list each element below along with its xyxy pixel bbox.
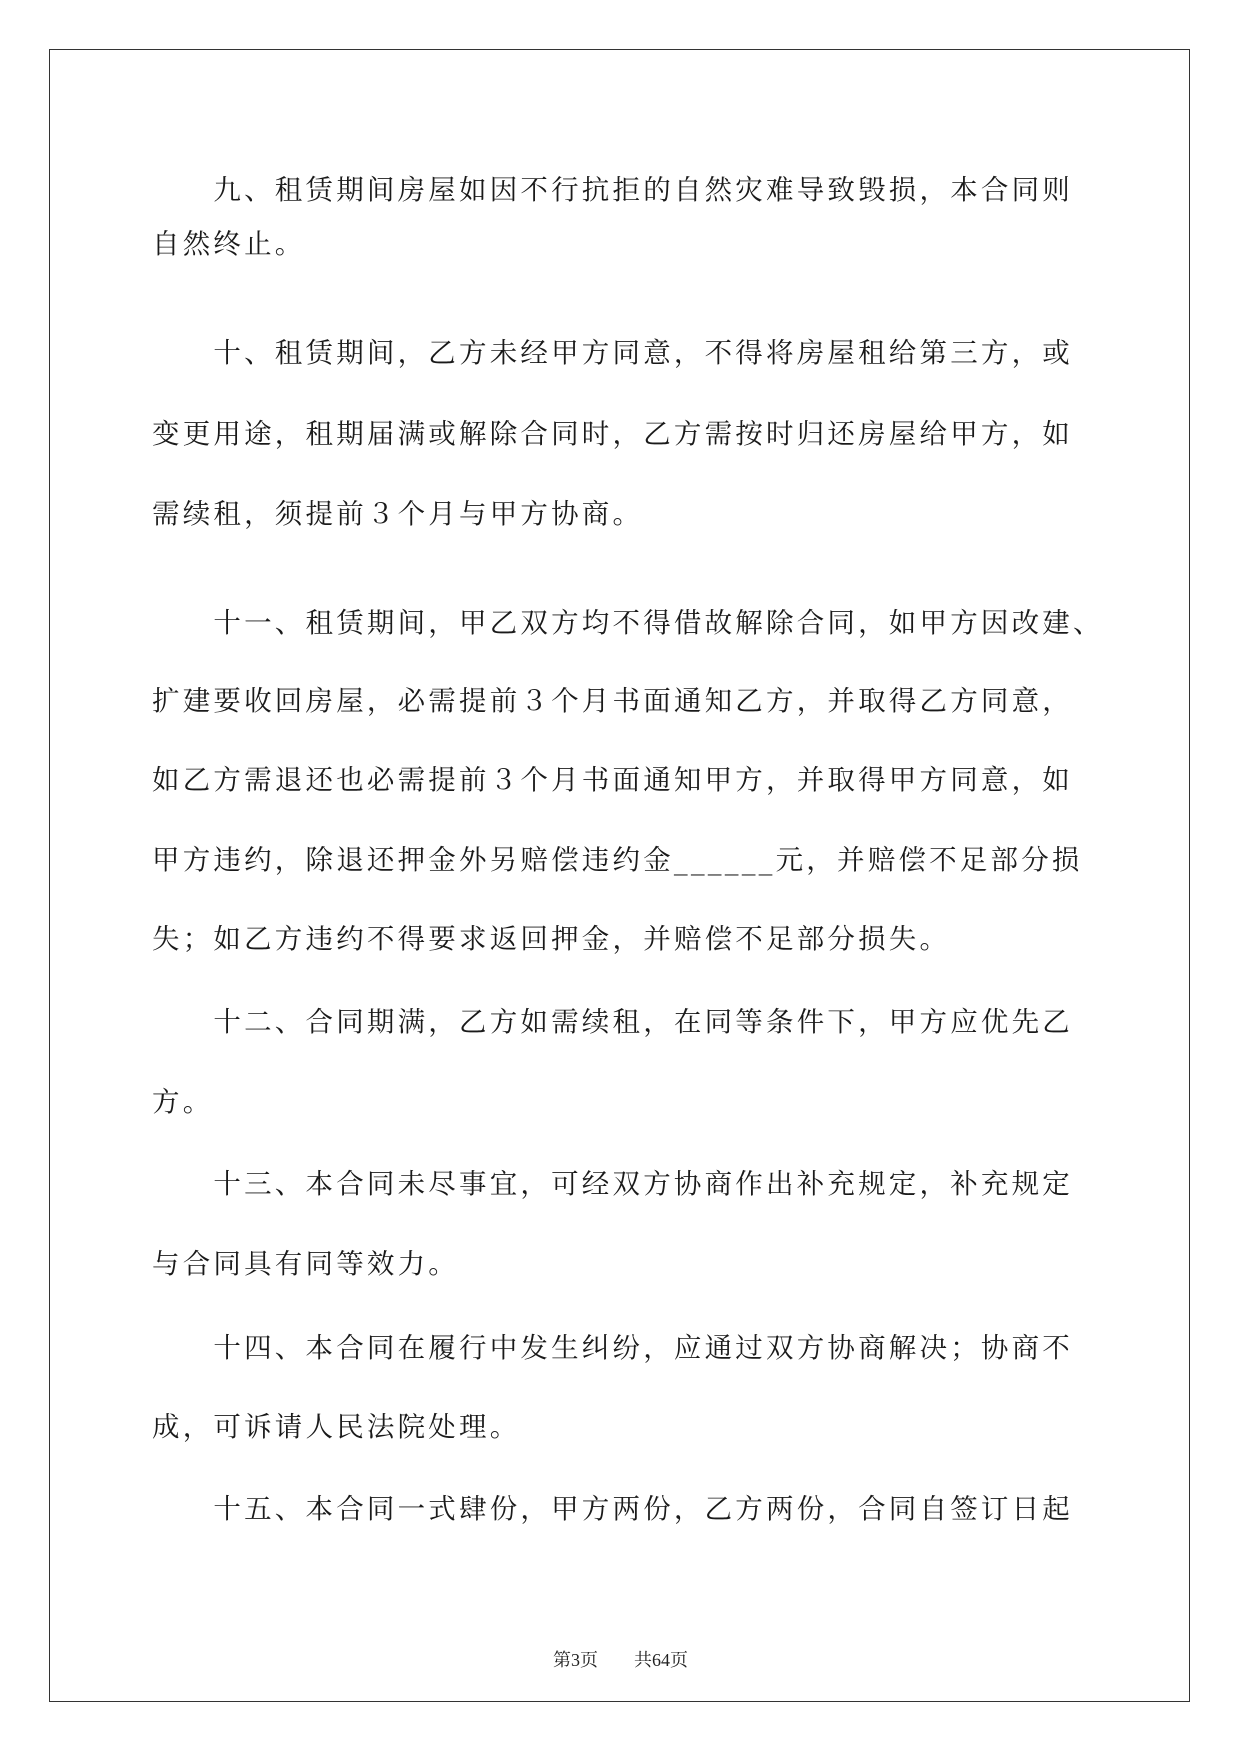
text-line: 十一、租赁期间，甲乙双方均不得借故解除合同，如甲方因改建、 xyxy=(152,607,1104,639)
page-prefix: 第 xyxy=(553,1650,571,1670)
total-prefix: 共 xyxy=(634,1650,652,1670)
text-line: 与合同具有同等效力。 xyxy=(152,1248,459,1280)
text-line: 九、租赁期间房屋如因不行抗拒的自然灾难导致毁损，本合同则 xyxy=(152,174,1073,206)
text-line: 自然终止。 xyxy=(152,228,306,260)
page-number-footer xyxy=(0,1646,1241,1674)
text-line: 如乙方需退还也必需提前３个月书面通知甲方，并取得甲方同意，如 xyxy=(152,764,1073,796)
total-suffix: 页 xyxy=(670,1650,688,1670)
text-line: 变更用途，租期届满或解除合同时，乙方需按时归还房屋给甲方，如 xyxy=(152,418,1073,450)
text-line: 十二、合同期满，乙方如需续租，在同等条件下，甲方应优先乙 xyxy=(152,1006,1073,1038)
current-page-number: 3 xyxy=(571,1650,580,1670)
text-line: 十三、本合同未尽事宜，可经双方协商作出补充规定，补充规定 xyxy=(152,1168,1073,1200)
text-line: 成，可诉请人民法院处理。 xyxy=(152,1411,521,1443)
text-line: 甲方违约，除退还押金外另赔偿违约金______元，并赔偿不足部分损 xyxy=(152,844,1083,876)
text-line: 需续租，须提前３个月与甲方协商。 xyxy=(152,498,644,530)
page-suffix: 页 xyxy=(580,1650,598,1670)
text-line: 十、租赁期间，乙方未经甲方同意，不得将房屋租给第三方，或 xyxy=(152,337,1073,369)
text-line: 方。 xyxy=(152,1086,214,1118)
text-line: 扩建要收回房屋，必需提前３个月书面通知乙方，并取得乙方同意， xyxy=(152,685,1073,717)
text-line: 失；如乙方违约不得要求返回押金，并赔偿不足部分损失。 xyxy=(152,923,951,955)
total-page-count: 64 xyxy=(652,1650,670,1670)
text-line: 十五、本合同一式肆份，甲方两份，乙方两份，合同自签订日起 xyxy=(152,1493,1073,1525)
text-line: 十四、本合同在履行中发生纠纷，应通过双方协商解决；协商不 xyxy=(152,1332,1073,1364)
